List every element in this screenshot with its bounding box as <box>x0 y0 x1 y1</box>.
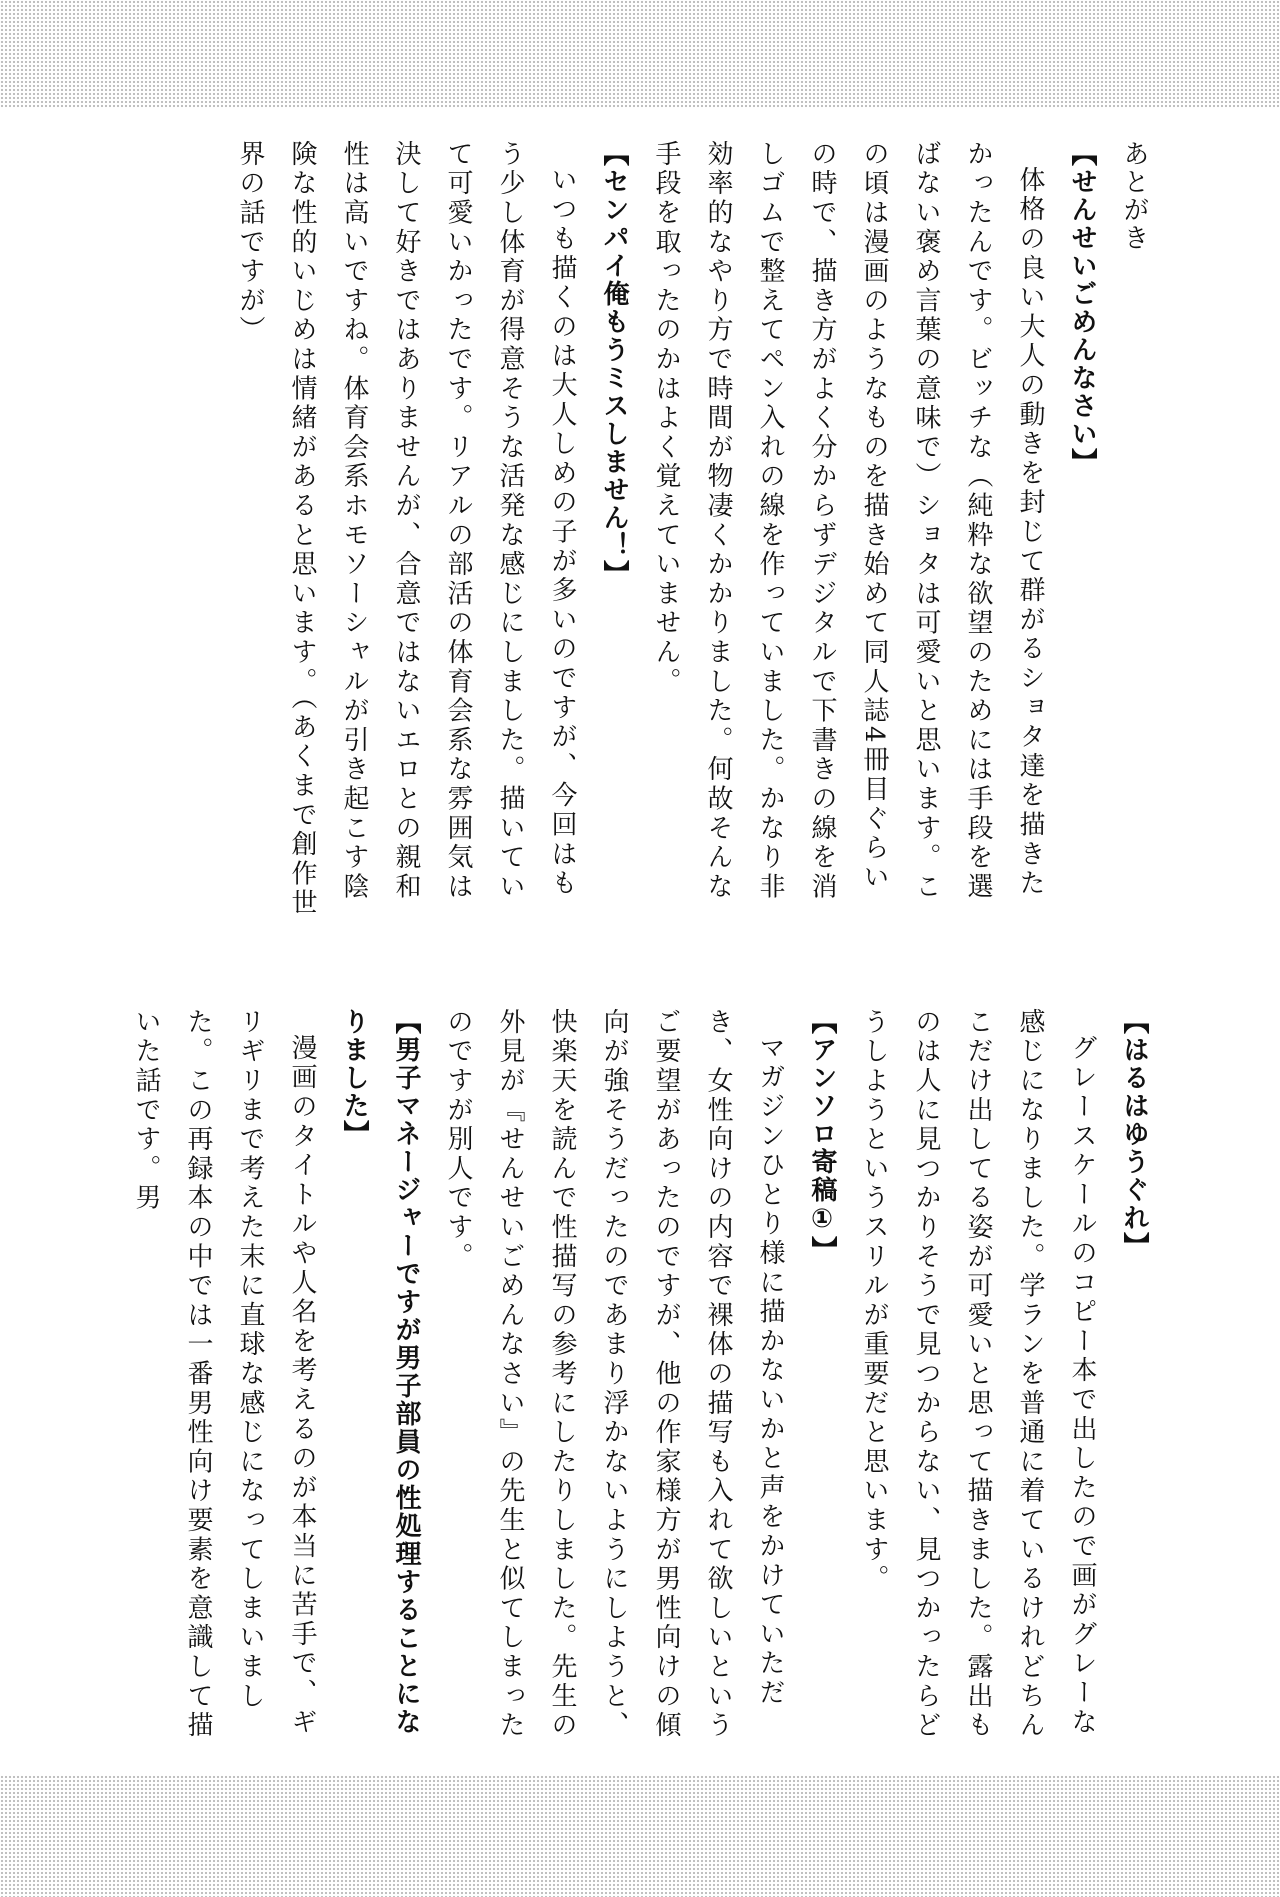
section-body: マガジンひとり様に描かないかと声をかけていただき、女性向けの内容で裸体の描写も入れて欲しいというご要望があったのですが、他の作家様方が男性向けの傾向が強そうだったのであまり浮かないようにしようと、快楽天を読んで性描写の参考にしたりしました。先生の外見が『せんせいごめんなさい』の先生と似てしまったのですが別人です。 <box>443 1008 785 1741</box>
afterword-title: あとがき <box>1119 140 1149 252</box>
section-heading: 【センパイ俺もうミスしません！】 <box>599 140 629 588</box>
section-heading: 【アンソロ寄稿①】 <box>807 1008 837 1264</box>
afterword-upper-column <box>224 140 1160 920</box>
section-body: グレースケールのコピー本で出したので画がグレーな感じになりました。学ランを普通に着ているけれどちんこだけ出してる姿が可愛いと思って描きました。露出ものは人に見つかりそうで見つからない、見つかったらどうしようというスリルが重要だと思います。 <box>859 1008 1097 1741</box>
section-heading: 【はるはゆうぐれ】 <box>1119 1008 1149 1260</box>
top-screentone-band <box>0 0 1280 108</box>
section-body: 体格の良い大人の動きを封じて群がるショタ達を描きたかったんです。ビッチな（純粋な欲望のためには手段を選ばない褒め言葉の意味で）ショタは可愛いと思います。この頃は漫画のようなものを描き始めて同人誌4冊目ぐらいの時で、描き方がよく分からずデジタルで下書きの線を消しゴムで整えてペン入れの線を作っていました。かなり非効率的なやり方で時間が物凄くかかりました。何故そんな手段を取ったのかはよく覚えていません。 <box>651 140 1045 902</box>
section-heading: 【せんせいごめんなさい】 <box>1067 140 1097 476</box>
afterword-lower-column <box>120 1008 1160 1750</box>
section-heading: 【男子マネージャーですが男子部員の性処理することになりました】 <box>339 1008 421 1736</box>
section-body: いつも描くのは大人しめの子が多いのですが、今回はもう少し体育が得意そうな活発な感じにしました。描いていて可愛いかったです。リアルの部活の体育会系な雰囲気は決して好きではありませんが、合意ではないエロとの親和性は高いですね。体育会系ホモソーシャルが引き起こす陰険な性的いじめは情緒があると思います。（あくまで創作世界の話ですが） <box>235 140 577 919</box>
bottom-screentone-band <box>0 1775 1280 1897</box>
section-body: 漫画のタイトルや人名を考えるのが本当に苦手で、ギリギリまで考えた末に直球な感じになってしまいました。この再録本の中では一番男性向け要素を意識して描いた話です。男 <box>131 1008 317 1741</box>
